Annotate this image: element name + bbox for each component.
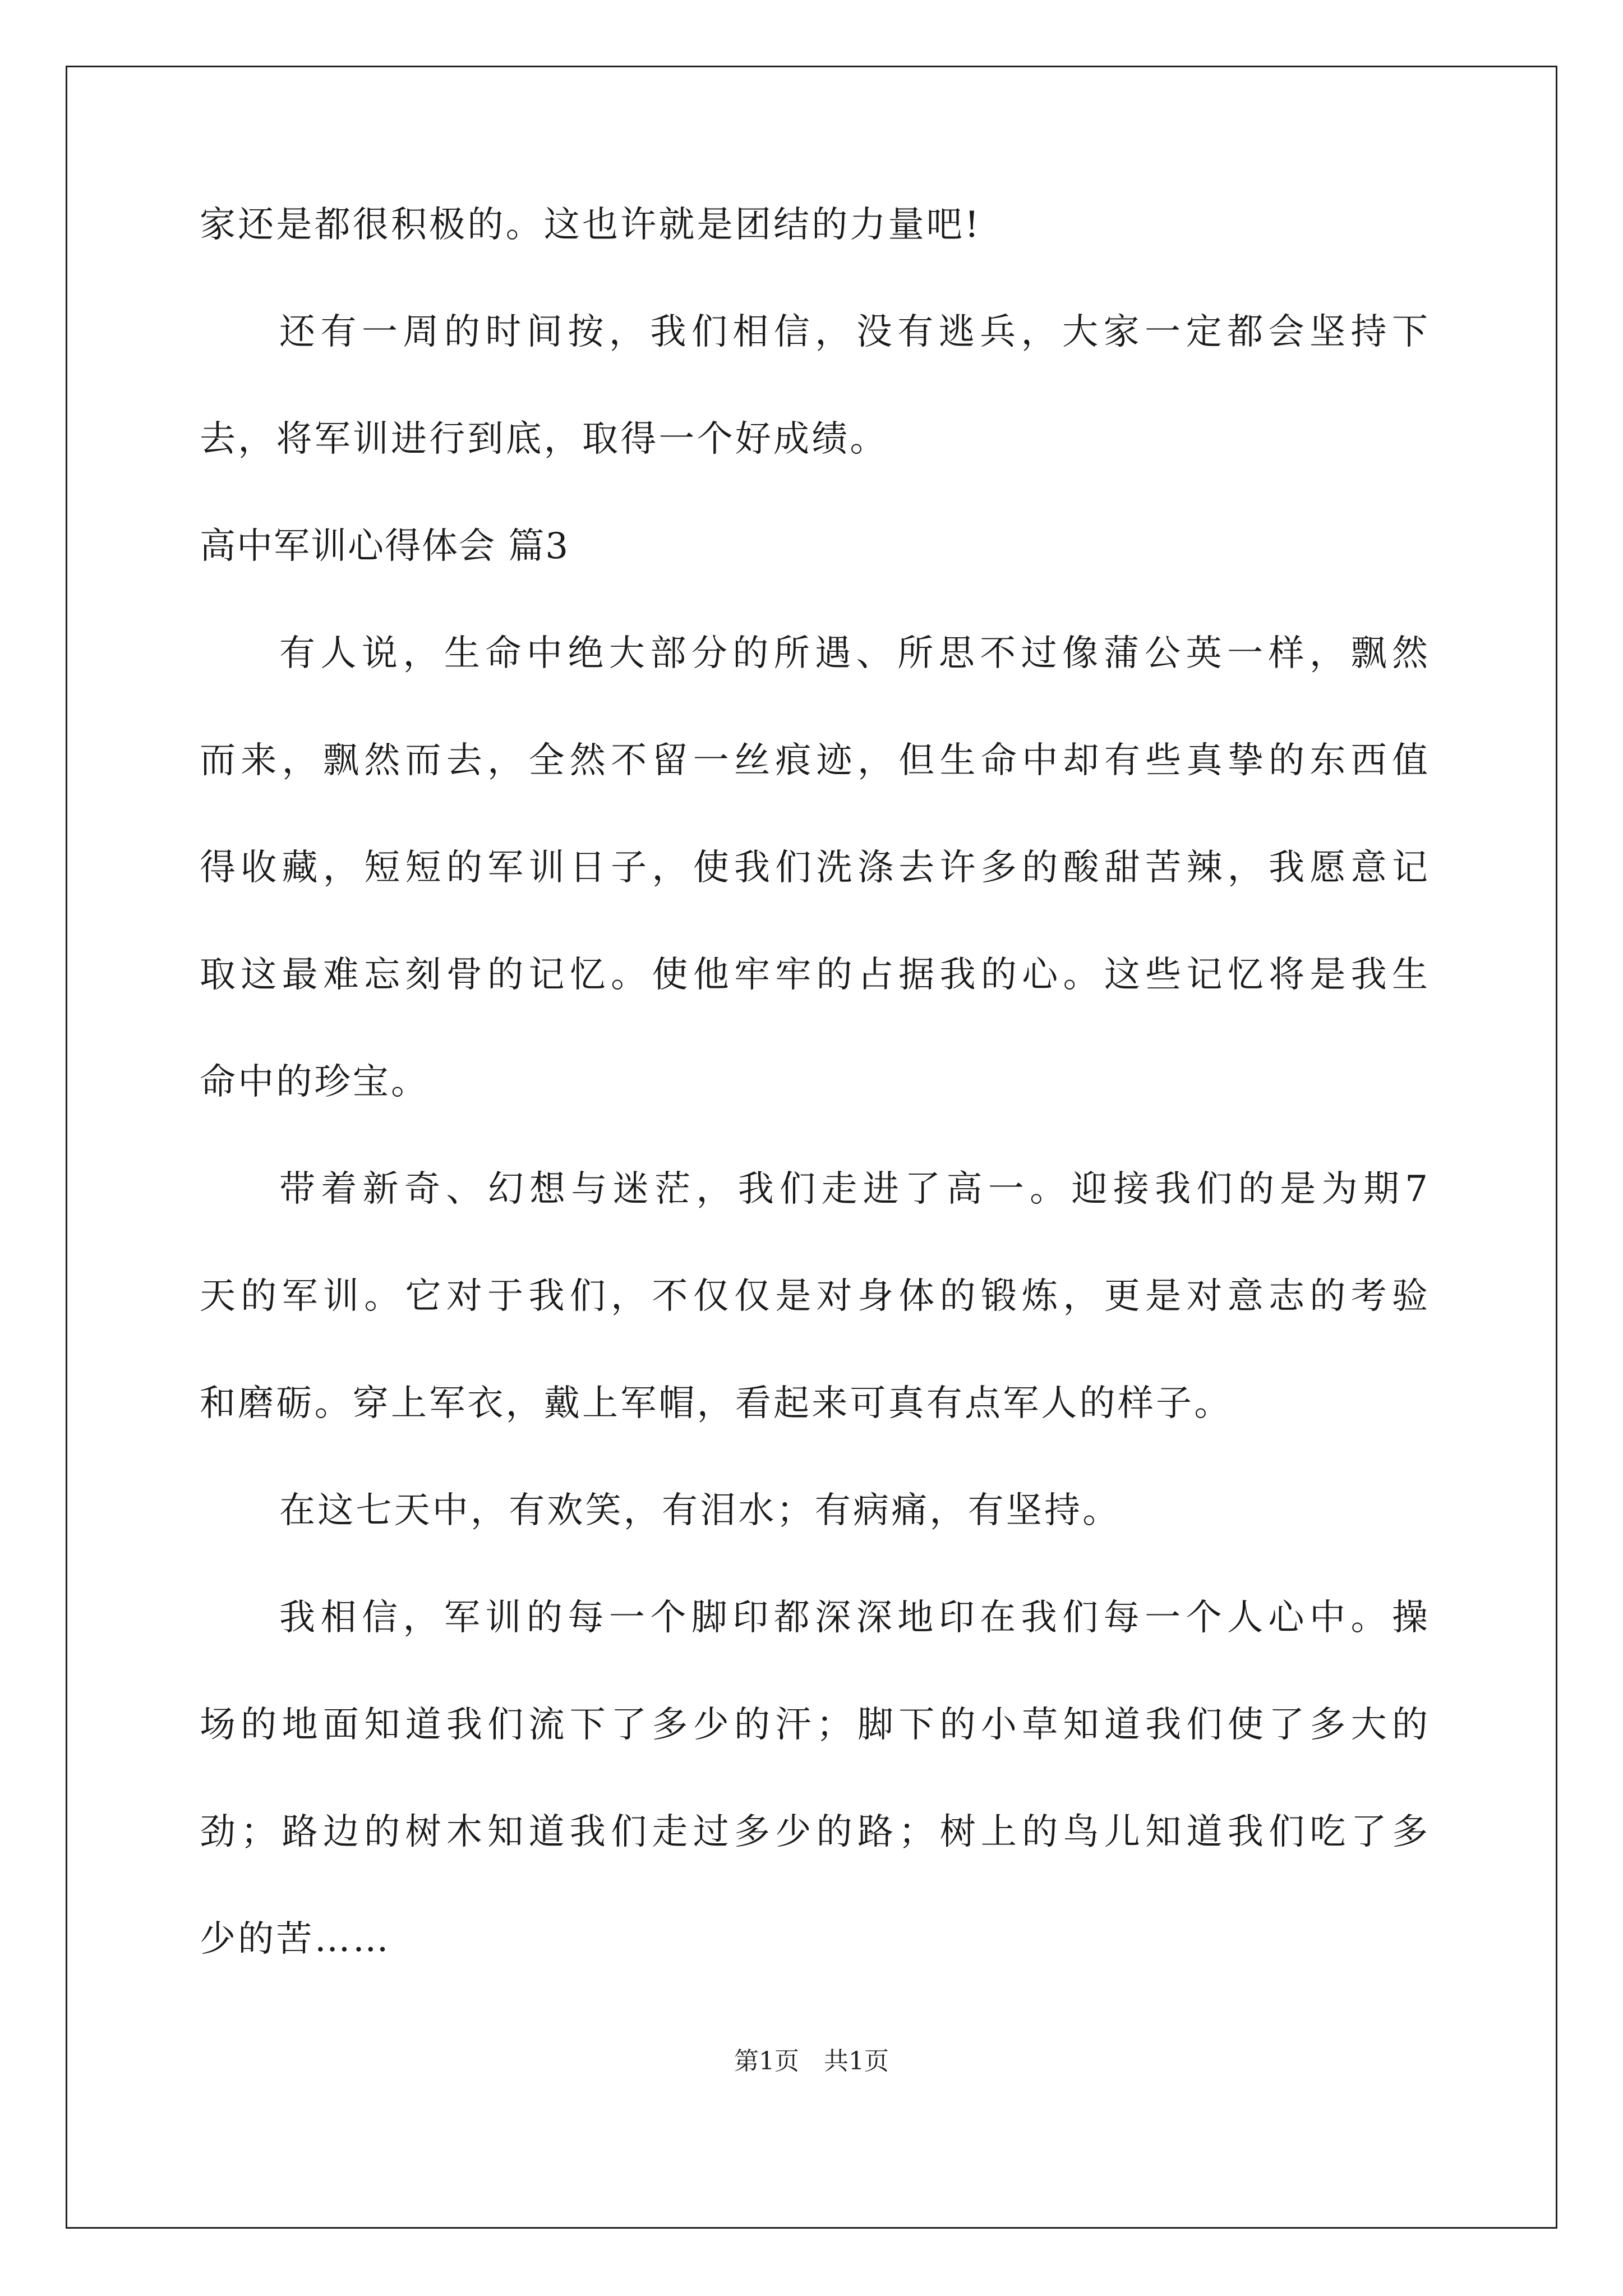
text-line: 家还是都很积极的。这也许就是团结的力量吧! xyxy=(200,204,981,246)
paragraph-start-line: 在这七天中，有欢笑，有泪水；有病痛，有坚持。 xyxy=(279,1490,1121,1531)
text-line: 命中的珍宝。 xyxy=(200,1061,430,1103)
section-heading: 高中军训心得体会 篇3 xyxy=(200,526,570,567)
text-line: 场的地面知道我们流下了多少的汗；脚下的小草知道我们使了多大的 xyxy=(200,1704,1428,1746)
paragraph-start-line: 有人说，生命中绝大部分的所遇、所思不过像蒲公英一样，飘然 xyxy=(279,633,1428,674)
text-line: 和磨砺。穿上军衣，戴上军帽，看起来可真有点军人的样子。 xyxy=(200,1383,1233,1424)
document-body xyxy=(200,198,1428,2019)
text-line: 取这最难忘刻骨的记忆。使他牢牢的占据我的心。这些记忆将是我生 xyxy=(200,954,1428,996)
text-line: 劲；路边的树木知道我们走过多少的路；树上的鸟儿知道我们吃了多 xyxy=(200,1811,1428,1853)
text-line: 而来，飘然而去，全然不留一丝痕迹，但生命中却有些真挚的东西值 xyxy=(200,740,1428,781)
paragraph-start-line: 还有一周的时间按，我们相信，没有逃兵，大家一定都会坚持下 xyxy=(279,311,1428,353)
text-line: 得收藏，短短的军训日子，使我们洗涤去许多的酸甜苦辣，我愿意记 xyxy=(200,847,1428,889)
paragraph-start-line: 我相信，军训的每一个脚印都深深地印在我们每一个人心中。操 xyxy=(279,1597,1428,1639)
text-line: 少的苦…… xyxy=(200,1918,391,1960)
paragraph-start-line: 带着新奇、幻想与迷茫，我们走进了高一。迎接我们的是为期7 xyxy=(279,1168,1428,1210)
text-line: 去，将军训进行到底，取得一个好成绩。 xyxy=(200,418,888,460)
page-number-footer: 第1页 共1页 xyxy=(734,2047,889,2076)
text-line: 天的军训。它对于我们，不仅仅是对身体的锻炼，更是对意志的考验 xyxy=(200,1276,1428,1317)
